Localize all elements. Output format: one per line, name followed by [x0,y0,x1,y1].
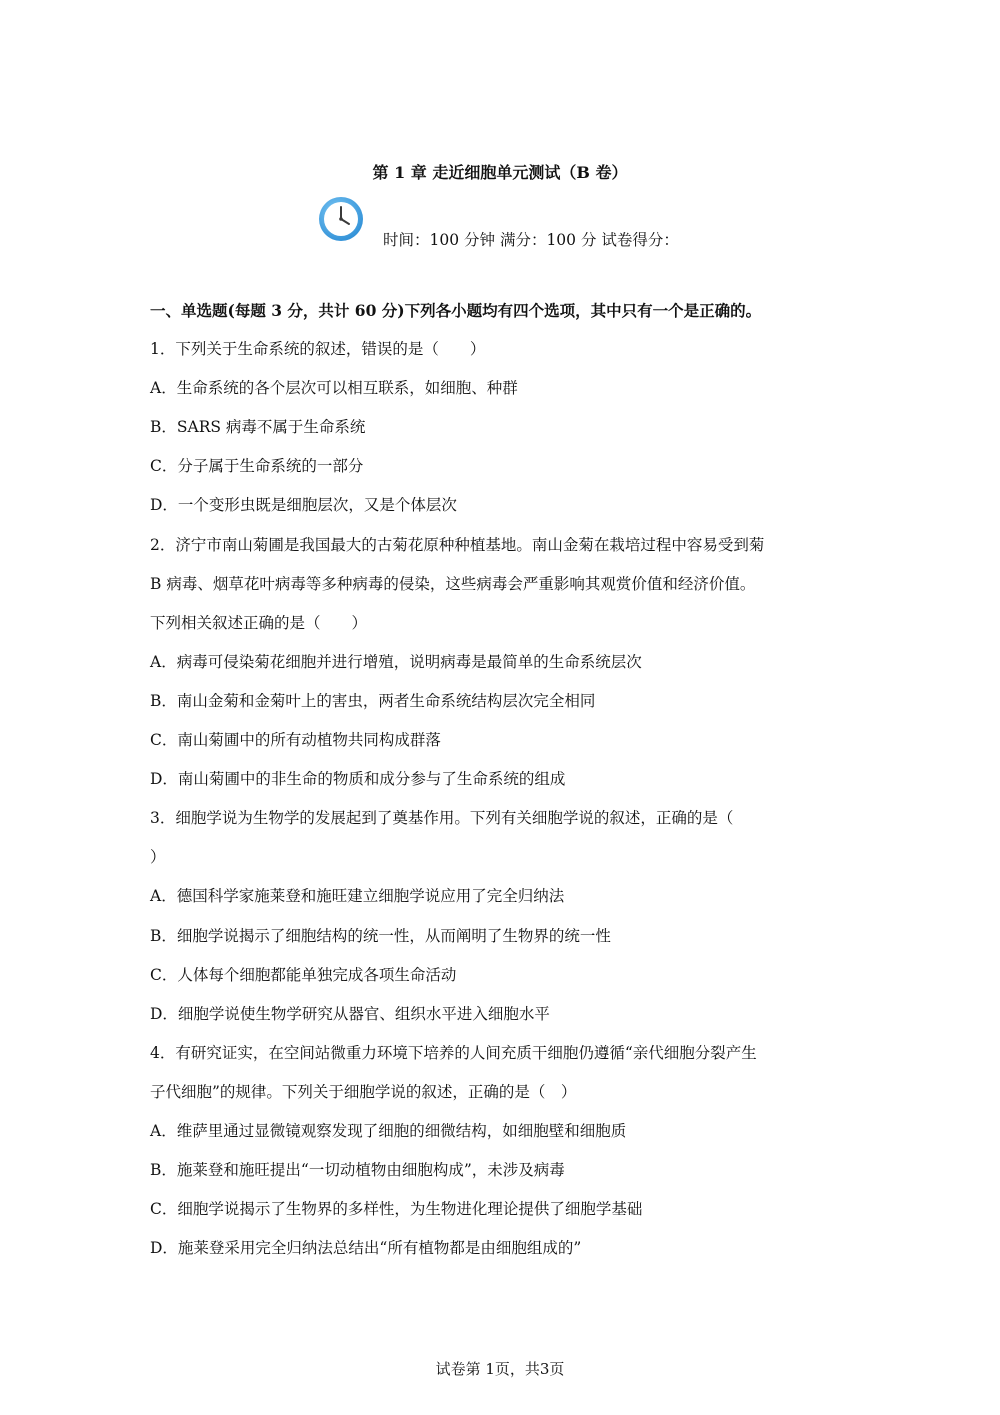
option-line: C．分子属于生命系统的一部分 [150,457,364,476]
option-line: B．施莱登和施旺提出“一切动植物由细胞构成”，未涉及病毒 [150,1161,565,1180]
question-line: 2．济宁市南山菊圃是我国最大的古菊花原种种植基地。南山金菊在栽培过程中容易受到菊 [150,535,765,554]
question-line: B 病毒、烟草花叶病毒等多种病毒的侵染，这些病毒会严重影响其观赏价值和经济价值。 [150,574,756,593]
page-title: 第 1 章 走近细胞单元测试（B 卷） [372,163,628,182]
option-line: D．细胞学说使生物学研究从器官、组织水平进入细胞水平 [150,1004,550,1023]
question-line: 4．有研究证实，在空间站微重力环境下培养的人间充质干细胞仍遵循“亲代细胞分裂产生 [150,1043,757,1062]
question-line: 1．下列关于生命系统的叙述，错误的是（ ） [150,340,486,359]
option-line: C．南山菊圃中的所有动植物共同构成群落 [150,731,441,750]
page-footer: 试卷第 1页，共3页 [435,1360,565,1378]
option-line: A．生命系统的各个层次可以相互联系，如细胞、种群 [150,379,518,398]
clock-icon [318,196,364,242]
option-line: A．德国科学家施莱登和施旺建立细胞学说应用了完全归纳法 [150,887,565,906]
option-line: B．南山金菊和金菊叶上的害虫，两者生命系统结构层次完全相同 [150,691,596,710]
question-line: 下列相关叙述正确的是（ ） [150,613,368,632]
option-line: D．一个变形虫既是细胞层次，又是个体层次 [150,496,457,515]
option-line: C．人体每个细胞都能单独完成各项生命活动 [150,965,457,984]
option-line: D．施莱登采用完全归纳法总结出“所有植物都是由细胞组成的” [150,1239,582,1258]
exam-info: 时间：100 分钟 满分：100 分 试卷得分： [383,231,679,249]
option-line: A．病毒可侵染菊花细胞并进行增殖，说明病毒是最简单的生命系统层次 [150,652,642,671]
question-line: ） [150,848,166,867]
option-line: A．维萨里通过显微镜观察发现了细胞的细微结构，如细胞壁和细胞质 [150,1121,627,1140]
option-line: C．细胞学说揭示了生物界的多样性，为生物进化理论提供了细胞学基础 [150,1200,643,1219]
question-line: 子代细胞”的规律。下列关于细胞学说的叙述，正确的是（ ） [150,1082,577,1101]
option-line: B．SARS 病毒不属于生命系统 [150,418,366,437]
question-line: 3．细胞学说为生物学的发展起到了奠基作用。下列有关细胞学说的叙述，正确的是（ [150,809,734,828]
option-line: B．细胞学说揭示了细胞结构的统一性，从而阐明了生物界的统一性 [150,926,611,945]
option-line: D．南山菊圃中的非生命的物质和成分参与了生命系统的组成 [150,770,566,789]
section-heading: 一、单选题(每题 3 分，共计 60 分)下列各小题均有四个选项，其中只有一个是正确的。 [150,301,762,320]
question-content [150,291,850,1268]
